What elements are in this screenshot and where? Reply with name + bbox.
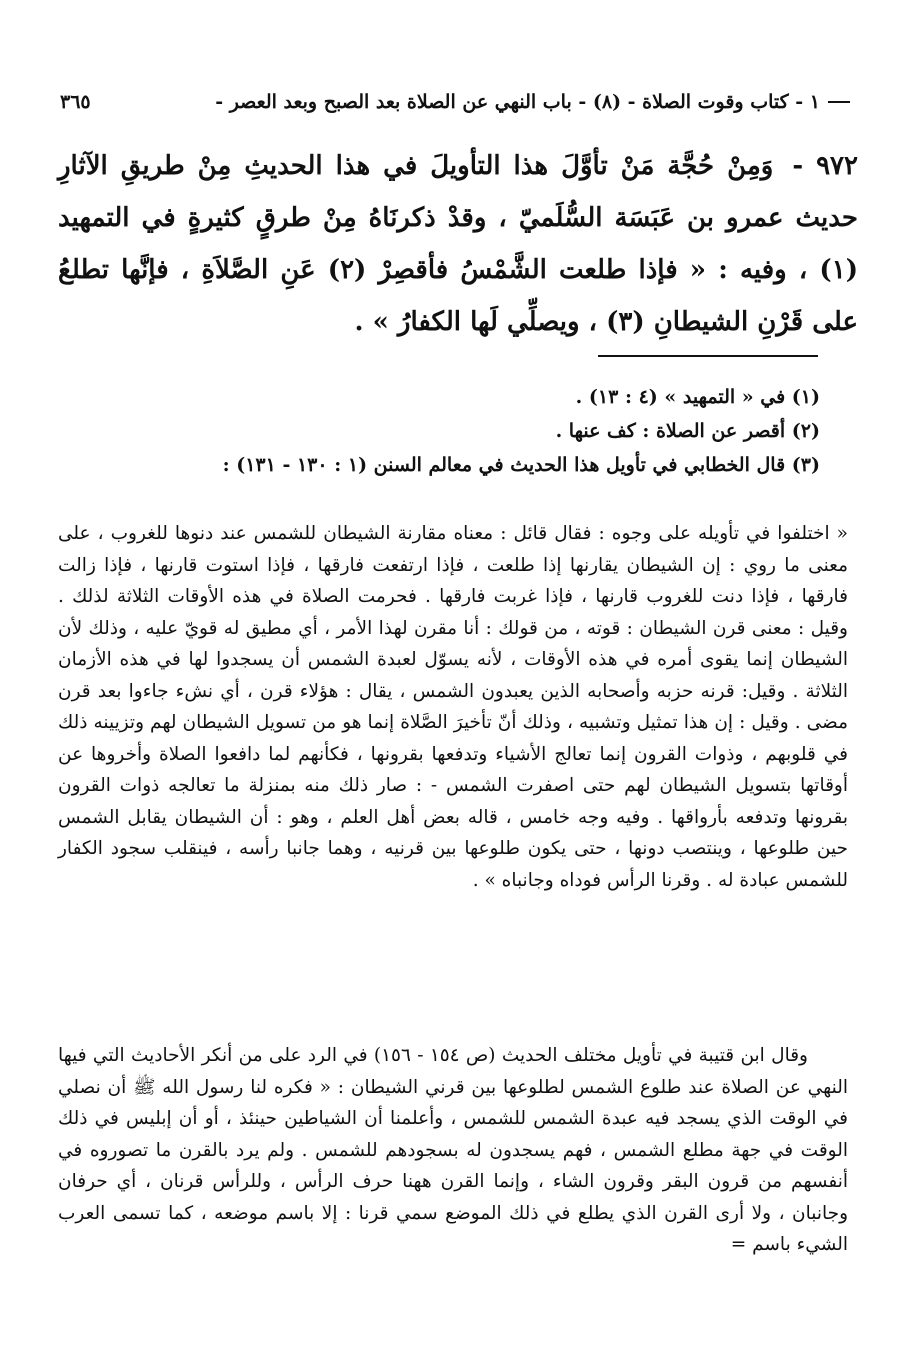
hadith-text: وَمِنْ حُجَّة مَنْ تأوَّلَ هذا التأويلَ في هذا الحديثِ مِنْ طريقِ الآثارِ حديث عمرو بن عَبَسَة السُّلَميّ ، وقدْ ذكرنَاهُ مِنْ طرقٍ كثيرةٍ في التمهيد (١) ، وفيه : « فإذا طلعت الشَّمْسُ فأقصِرْ (٢) عَنِ الصَّلاَةِ ، فإنَّها تطلعُ على قَرْنِ الشيطانِ (٣) ، ويصلِّي لَها الكفارُ » . [58, 151, 858, 337]
header-dash [828, 101, 850, 103]
footnote-1: (١) في « التمهيد » (٤ : ١٣) . [575, 386, 820, 408]
footnote-separator [598, 355, 818, 357]
hadith-number: ٩٧٢ - [792, 151, 858, 181]
main-text [58, 140, 858, 348]
footnote-ibn-qutaybah: وقال ابن قتيبة في تأويل مختلف الحديث (ص ١٥٤ - ١٥٦) في الرد على من أنكر الأحاديث التي فيها النهي عن الصلاة عند طلوع الشمس لطلوعها بين قرني الشيطان : « فكره لنا رسول الله ﷺ أن نصلي في الوقت الذي يسجد فيه عبدة الشمس للشمس ، وأعلمنا أن الشياطين حينئذ ، أو أن إبليس في ذلك الوقت في جهة مطلع الشمس ، فهم يسجدون له بسجودهم للشمس . ولم يرد بالقرن ما تصوروه في أنفسهم من قرون البقر وقرون الشاء ، وإنما القرن ههنا حرف الرأس ، وللرأس قرنان ، أي حرفان وجانبان ، ولا أرى القرن الذي يطلع في ذلك الموضع سمي قرنا : إلا باسم موضعه ، كما تسمى العرب الشيء باسم = [58, 1045, 848, 1255]
page-number: ٣٦٥ [60, 91, 91, 113]
running-header [60, 88, 850, 116]
header-chapter-title: ١ - كتاب وقوت الصلاة - (٨) - باب النهي عن الصلاة بعد الصبح وبعد العصر - [215, 91, 820, 113]
footnote-3: (٣) قال الخطابي في تأويل هذا الحديث في معالم السنن (١ : ١٣٠ - ١٣١) : [222, 454, 820, 476]
footnote-2: (٢) أقصر عن الصلاة : كف عنها . [555, 420, 820, 442]
footnote-quote-khattabi: « اختلفوا في تأويله على وجوه : فقال قائل : معناه مقارنة الشيطان للشمس عند دنوها للغروب ، على معنى ما روي : إن الشيطان يقارنها إذا طلعت ، فإذا ارتفعت فارقها ، فإذا استوت قارنها ، فإذا زالت فارقها ، فإذا دنت للغروب قارنها ، فإذا غربت فارقها . فحرمت الصلاة في هذه الأوقات الثلاثة لذلك . وقيل : معنى قرن الشيطان : قوته ، من قولك : أنا مقرن لهذا الأمر ، أي مطيق له قويّ عليه ، وذلك لأن الشيطان إنما يقوى أمره في هذه الأوقات ، لأنه يسوّل لعبدة الشمس أن يسجدوا لها في هذه الأزمان الثلاثة . وقيل: قرنه حزبه وأصحابه الذين يعبدون الشمس ، يقال : هؤلاء قرن ، أي نشء جاءوا بعد قرن مضى . وقيل : إن هذا تمثيل وتشبيه ، وذلك أنّ تأخيرَ الصَّلاة إنما هو من تسويل الشيطان لهم وتزيينه ذلك في قلوبهم ، وذوات القرون إنما تعالج الأشياء وتدفعها بقرونها ، فكأنهم لما دافعوا الصلاة وأخروها عن أوقاتها بتسويل الشيطان لهم حتى اصفرت الشمس - : صار ذلك منه بمنزلة ما تعالجه ذوات القرون بقرونها وتدفعه بأرواقها . وفيه وجه خامس ، قاله بعض أهل العلم ، وهو : أن الشيطان يقابل الشمس حين طلوعها ، وينتصب دونها ، حتى يكون طلوعها بين قرنيه ، وهما جانبا رأسه ، فينقلب سجود الكفار للشمس عبادة له . وقرنا الرأس فوداه وجانباه » . [58, 523, 848, 891]
footnotes [60, 380, 820, 482]
